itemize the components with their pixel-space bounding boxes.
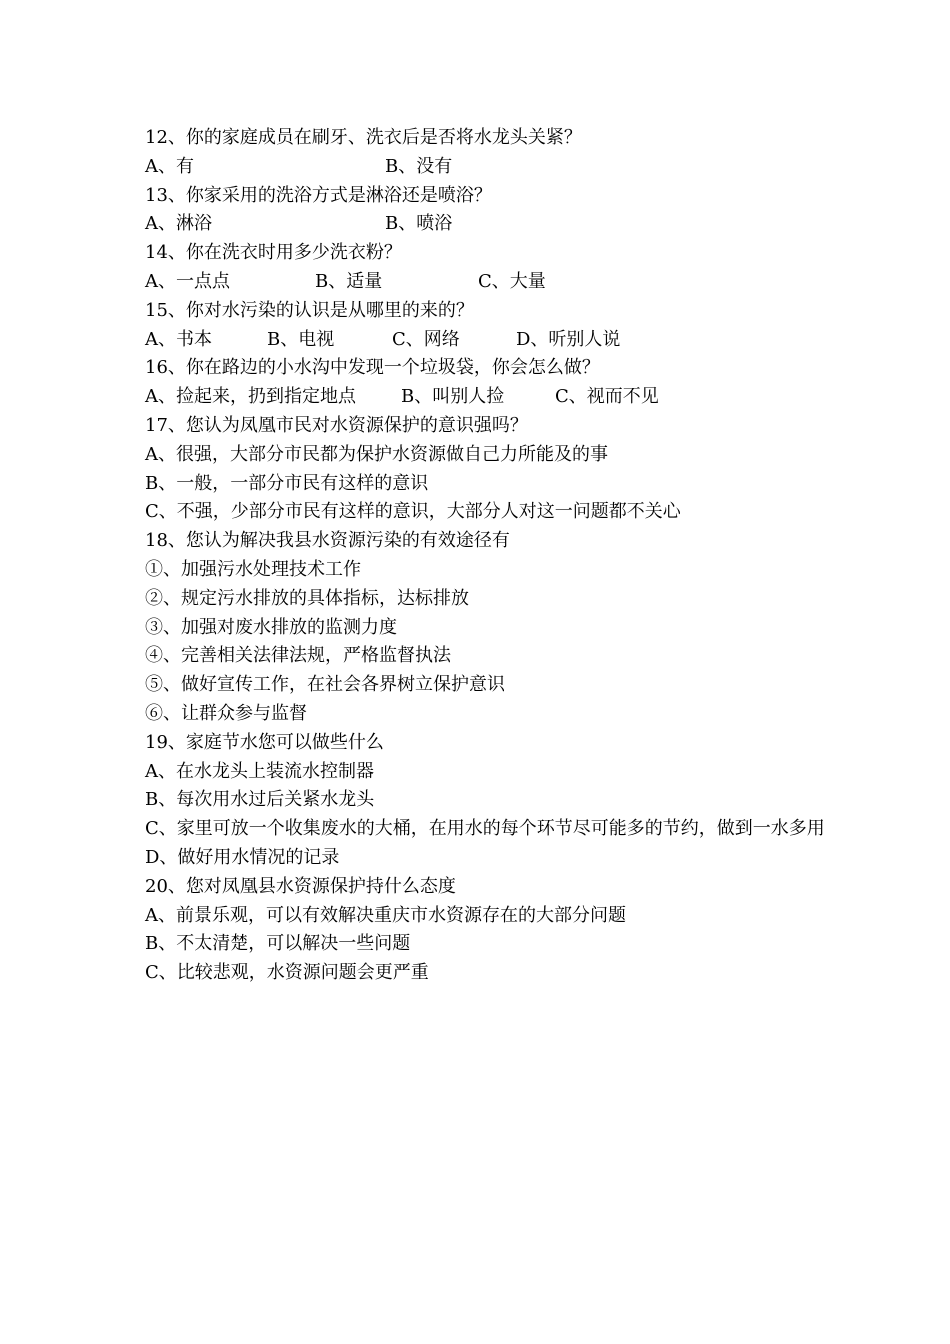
option-b: B、叫别人捡 — [401, 386, 505, 408]
option-3: ③、加强对废水排放的监测力度 — [145, 616, 397, 638]
option-a: A、前景乐观，可以有效解决重庆市水资源存在的大部分问题 — [145, 904, 626, 926]
option-b: B、电视 — [267, 328, 335, 350]
option-a: A、一点点 — [145, 270, 230, 292]
option-b: B、每次用水过后关紧水龙头 — [145, 789, 375, 811]
option-c: C、比较悲观，水资源问题会更严重 — [145, 962, 429, 984]
option-a: A、淋浴 — [145, 213, 212, 235]
option-c: C、家里可放一个收集废水的大桶，在用水的每个环节尽可能多的节约，做到一水多用 — [145, 818, 825, 840]
option-a: A、有 — [145, 155, 194, 177]
option-c: C、网络 — [392, 328, 460, 350]
question-17: 17、您认为凤凰市民对水资源保护的意识强吗？ — [145, 414, 528, 436]
options-14 — [145, 268, 825, 297]
option-a: A、捡起来，扔到指定地点 — [145, 386, 356, 408]
questionnaire — [145, 124, 825, 988]
option-1: ①、加强污水处理技术工作 — [145, 558, 361, 580]
options-12 — [145, 153, 825, 182]
option-6: ⑥、让群众参与监督 — [145, 702, 307, 724]
option-b: B、不太清楚，可以解决一些问题 — [145, 933, 411, 955]
option-a: A、很强，大部分市民都为保护水资源做自己力所能及的事 — [145, 443, 608, 465]
option-b: B、没有 — [385, 155, 453, 177]
option-d: D、听别人说 — [516, 328, 621, 350]
option-4: ④、完善相关法律法规，严格监督执法 — [145, 645, 451, 667]
option-c: C、不强，少部分市民有这样的意识，大部分人对这一问题都不关心 — [145, 501, 681, 523]
question-16: 16、你在路边的小水沟中发现一个垃圾袋，你会怎么做？ — [145, 357, 600, 379]
option-a: A、书本 — [145, 328, 212, 350]
question-19: 19、家庭节水您可以做些什么 — [145, 731, 384, 753]
option-c: C、视而不见 — [555, 386, 659, 408]
question-12: 12、你的家庭成员在刷牙、洗衣后是否将水龙头关紧？ — [145, 127, 582, 148]
options-16 — [145, 383, 825, 412]
option-5: ⑤、做好宣传工作，在社会各界树立保护意识 — [145, 674, 505, 696]
option-b: B、适量 — [315, 270, 383, 292]
question-13: 13、你家采用的洗浴方式是淋浴还是喷浴？ — [145, 184, 492, 206]
option-2: ②、规定污水排放的具体指标，达标排放 — [145, 587, 469, 609]
option-c: C、大量 — [478, 270, 546, 292]
question-18: 18、您认为解决我县水资源污染的有效途径有 — [145, 530, 510, 552]
question-14: 14、你在洗衣时用多少洗衣粉？ — [145, 242, 402, 264]
option-d: D、做好用水情况的记录 — [145, 846, 340, 868]
options-13 — [145, 210, 825, 239]
question-15: 15、你对水污染的认识是从哪里的来的？ — [145, 299, 474, 321]
option-b: B、喷浴 — [385, 213, 453, 235]
options-15 — [145, 326, 825, 355]
option-b: B、一般，一部分市民有这样的意识 — [145, 472, 429, 494]
question-20: 20、您对凤凰县水资源保护持什么态度 — [145, 875, 456, 897]
option-a: A、在水龙头上装流水控制器 — [145, 760, 374, 782]
